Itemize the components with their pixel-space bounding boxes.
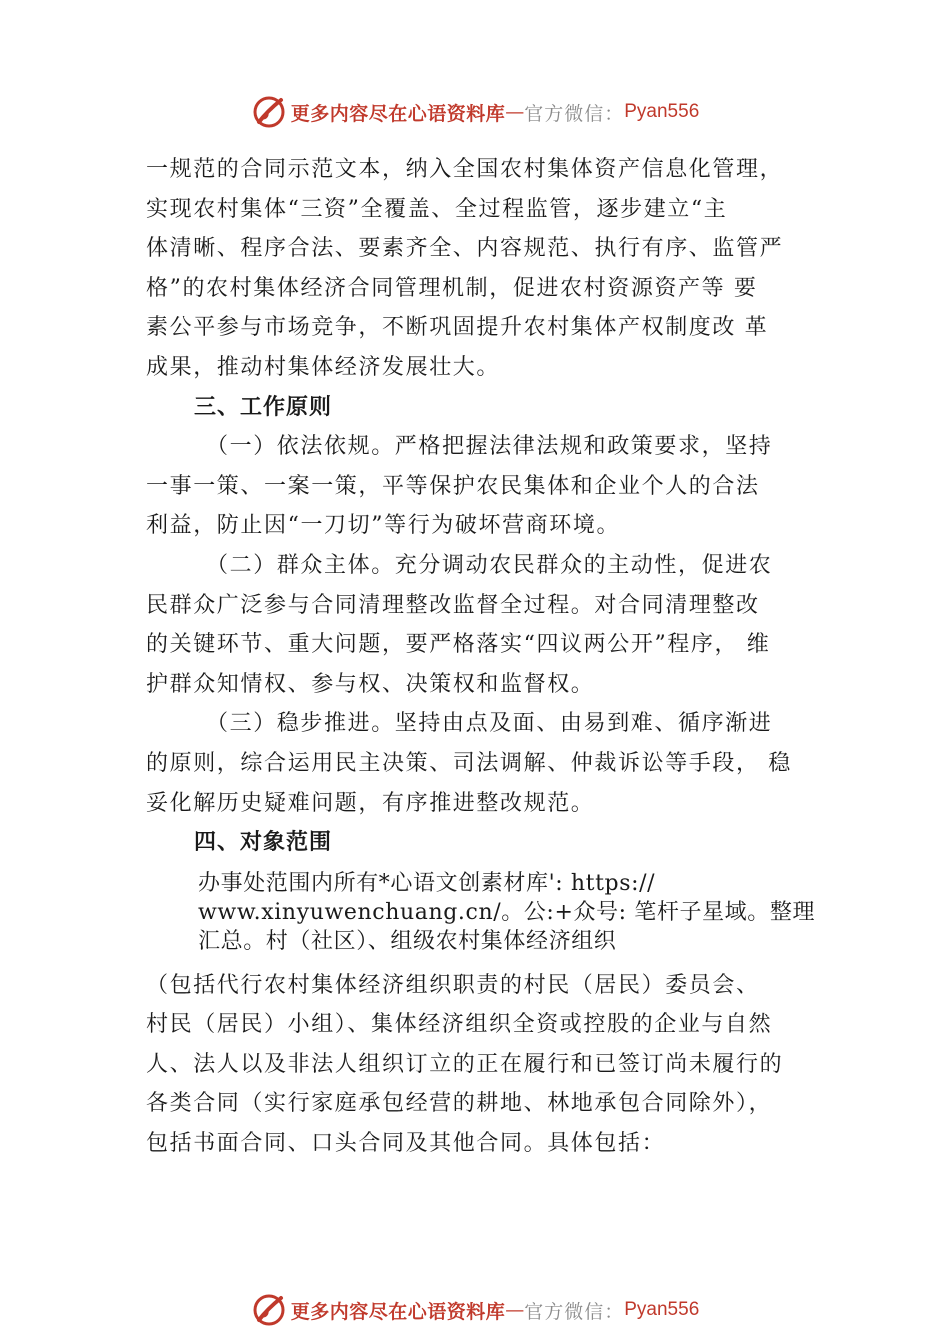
text-line: 成果，推动村集体经济发展壮大。: [146, 354, 501, 380]
text-line: 汇总。村（社区）、组级农村集体经济组织: [198, 928, 617, 954]
text-line: 实现农村集体“三资”全覆盖、全过程监管，逐步建立“主: [146, 196, 728, 222]
text-line: 一规范的合同示范文本，纳入全国农村集体资产信息化管理，: [146, 157, 784, 182]
banner-dash: —: [505, 101, 525, 123]
paragraph-goals: [146, 150, 836, 388]
brush-logo-icon: [251, 94, 287, 130]
paragraph-principle-1: [146, 427, 836, 546]
brush-logo-icon: [251, 1292, 287, 1328]
banner-dash: —: [505, 1299, 525, 1321]
text-line: 办事处范围内所有*心语文创素材库': https://: [198, 870, 656, 896]
text-line: 体清晰、程序合法、要素齐全、内容规范、执行有序、监管严: [146, 236, 784, 262]
banner-brand-text: 更多内容尽在心语资料库: [290, 102, 506, 125]
document-body: [146, 150, 836, 1164]
text-line: （一）依法依规。严格把握法律法规和政策要求，坚持: [206, 434, 773, 460]
section-heading-principles: 三、工作原则: [194, 393, 333, 420]
banner-wechat-id: Pyan556: [624, 1299, 700, 1320]
footer-watermark: [0, 1290, 950, 1330]
text-line: 的原则，综合运用民主决策、司法调解、仲裁诉讼等手段， 稳: [146, 750, 792, 776]
text-line: 护群众知情权、参与权、决策权和监督权。: [146, 671, 595, 697]
text-line: 的关键环节、重大问题，要严格落实“四议两公开”程序， 维: [146, 632, 771, 658]
text-line: 包括书面合同、口头合同及其他合同。具体包括：: [146, 1131, 666, 1157]
text-line: 各类合同（实行家庭承包经营的耕地、林地承包合同除外），: [146, 1091, 773, 1117]
text-line: 妥化解历史疑难问题，有序推进整改规范。: [146, 790, 595, 816]
text-line: 人、法人以及非法人组织订立的正在履行和已签订尚未履行的: [146, 1051, 784, 1077]
paragraph-scope: [146, 966, 836, 1164]
text-line: www.xinyuwenchuang.cn/。公:+众号: 笔杆子星域。整理: [198, 899, 816, 925]
banner-wechat-label: 官方微信：: [524, 102, 625, 125]
banner-wechat-label: 官方微信：: [524, 1300, 625, 1323]
banner-wechat-id: Pyan556: [624, 101, 700, 122]
banner-brand-text: 更多内容尽在心语资料库: [290, 1300, 506, 1323]
text-line: （包括代行农村集体经济组织职责的村民（居民）委员会、: [146, 972, 760, 998]
text-line: 村民（居民）小组）、集体经济组织全资或控股的企业与自然: [146, 1012, 773, 1038]
paragraph-principle-2: [146, 546, 836, 704]
paragraph-principle-3: [146, 704, 836, 823]
text-line: 利益，防止因“一刀切”等行为破坏营商环境。: [146, 513, 621, 539]
header-watermark: [0, 92, 950, 132]
text-line: （三）稳步推进。坚持由点及面、由易到难、循序渐进: [206, 711, 773, 737]
text-line: 民群众广泛参与合同清理整改监督全过程。对合同清理整改: [146, 592, 760, 618]
text-line: 格”的农村集体经济合同管理机制，促进农村资源资产等 要: [146, 275, 758, 301]
scope-inserted-block: [146, 869, 836, 956]
section-heading-scope: 四、对象范围: [194, 829, 333, 856]
text-line: 一事一策、一案一策，平等保护农民集体和企业个人的合法: [146, 473, 760, 499]
text-line: 素公平参与市场竞争，不断巩固提升农村集体产权制度改 革: [146, 315, 769, 341]
text-line: （二）群众主体。充分调动农民群众的主动性，促进农: [206, 552, 773, 578]
